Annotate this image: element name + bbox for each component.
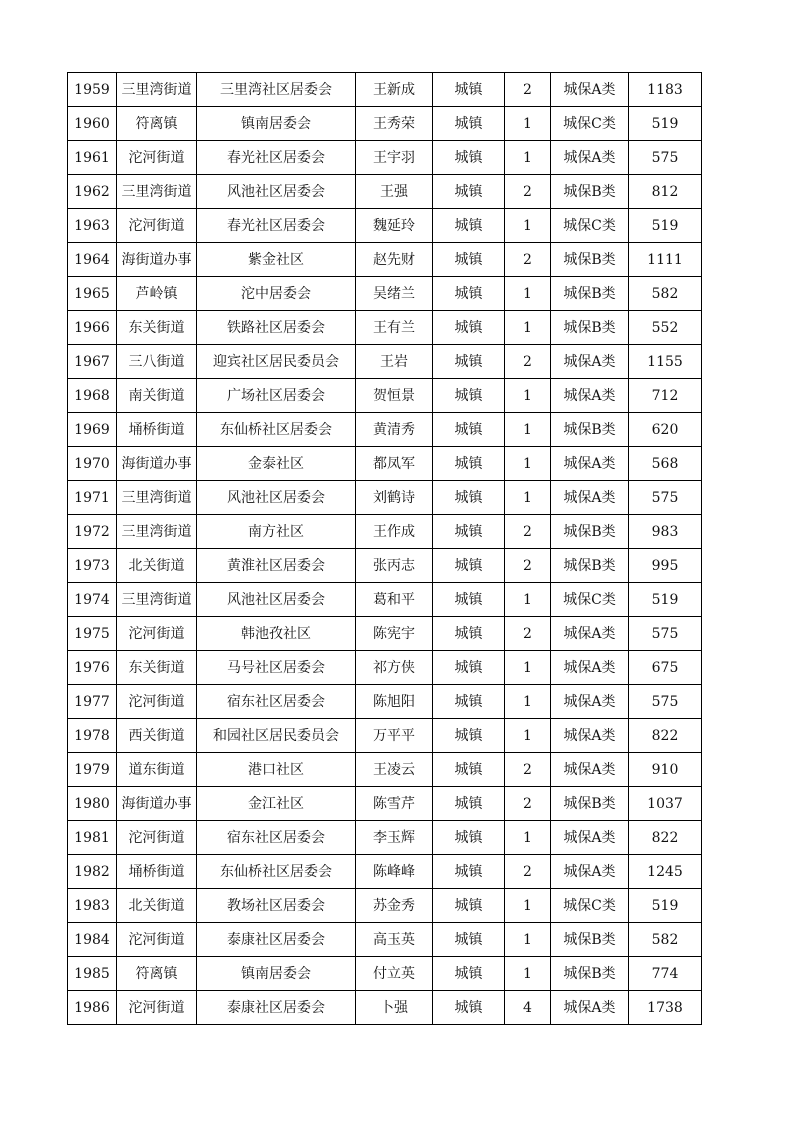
cell-serial-number: 1971 (68, 481, 117, 515)
cell-insurance-category: 城保B类 (551, 923, 629, 957)
cell-serial-number: 1983 (68, 889, 117, 923)
cell-insurance-category: 城保B类 (551, 787, 629, 821)
cell-serial-number: 1980 (68, 787, 117, 821)
cell-person-name: 陈宪宇 (356, 617, 433, 651)
cell-serial-number: 1979 (68, 753, 117, 787)
cell-household-size: 2 (505, 73, 551, 107)
cell-serial-number: 1966 (68, 311, 117, 345)
cell-street: 沱河街道 (117, 685, 197, 719)
cell-serial-number: 1974 (68, 583, 117, 617)
cell-community: 南方社区 (197, 515, 356, 549)
cell-street: 芦岭镇 (117, 277, 197, 311)
cell-household-size: 1 (505, 209, 551, 243)
table-row (68, 345, 702, 379)
cell-community: 紫金社区 (197, 243, 356, 277)
cell-serial-number: 1965 (68, 277, 117, 311)
cell-person-name: 王强 (356, 175, 433, 209)
cell-serial-number: 1969 (68, 413, 117, 447)
cell-amount: 519 (629, 107, 702, 141)
cell-household-size: 1 (505, 923, 551, 957)
cell-insurance-category: 城保A类 (551, 685, 629, 719)
cell-serial-number: 1964 (68, 243, 117, 277)
cell-insurance-category: 城保B类 (551, 175, 629, 209)
cell-serial-number: 1970 (68, 447, 117, 481)
cell-household-size: 1 (505, 379, 551, 413)
cell-person-name: 都凤军 (356, 447, 433, 481)
cell-community: 和园社区居民委员会 (197, 719, 356, 753)
cell-community: 三里湾社区居委会 (197, 73, 356, 107)
cell-person-name: 王宇羽 (356, 141, 433, 175)
cell-community: 铁路社区居委会 (197, 311, 356, 345)
cell-insurance-category: 城保A类 (551, 141, 629, 175)
cell-street: 埇桥街道 (117, 855, 197, 889)
cell-household-size: 1 (505, 141, 551, 175)
cell-amount: 822 (629, 821, 702, 855)
cell-area-type: 城镇 (433, 345, 505, 379)
table-row (68, 991, 702, 1025)
cell-household-size: 2 (505, 243, 551, 277)
cell-household-size: 1 (505, 413, 551, 447)
cell-amount: 812 (629, 175, 702, 209)
cell-insurance-category: 城保B类 (551, 311, 629, 345)
cell-insurance-category: 城保A类 (551, 617, 629, 651)
cell-amount: 568 (629, 447, 702, 481)
cell-area-type: 城镇 (433, 957, 505, 991)
cell-community: 金泰社区 (197, 447, 356, 481)
cell-serial-number: 1982 (68, 855, 117, 889)
cell-street: 沱河街道 (117, 617, 197, 651)
cell-amount: 1738 (629, 991, 702, 1025)
cell-household-size: 2 (505, 515, 551, 549)
cell-insurance-category: 城保A类 (551, 991, 629, 1025)
cell-person-name: 高玉英 (356, 923, 433, 957)
cell-person-name: 付立英 (356, 957, 433, 991)
cell-street: 三里湾街道 (117, 481, 197, 515)
cell-insurance-category: 城保A类 (551, 719, 629, 753)
cell-area-type: 城镇 (433, 447, 505, 481)
cell-area-type: 城镇 (433, 73, 505, 107)
cell-community: 宿东社区居委会 (197, 821, 356, 855)
roster-body (68, 73, 702, 1025)
cell-insurance-category: 城保B类 (551, 549, 629, 583)
cell-insurance-category: 城保A类 (551, 651, 629, 685)
cell-household-size: 1 (505, 957, 551, 991)
table-row (68, 549, 702, 583)
cell-amount: 774 (629, 957, 702, 991)
cell-area-type: 城镇 (433, 515, 505, 549)
cell-street: 符离镇 (117, 107, 197, 141)
cell-insurance-category: 城保C类 (551, 889, 629, 923)
cell-community: 风池社区居委会 (197, 481, 356, 515)
cell-street: 东关街道 (117, 311, 197, 345)
cell-person-name: 陈峰峰 (356, 855, 433, 889)
cell-street: 海街道办事 (117, 447, 197, 481)
cell-person-name: 张丙志 (356, 549, 433, 583)
cell-amount: 582 (629, 923, 702, 957)
cell-area-type: 城镇 (433, 413, 505, 447)
cell-household-size: 1 (505, 107, 551, 141)
cell-amount: 519 (629, 209, 702, 243)
cell-household-size: 1 (505, 583, 551, 617)
table-row (68, 379, 702, 413)
cell-area-type: 城镇 (433, 175, 505, 209)
table-row (68, 685, 702, 719)
cell-street: 海街道办事 (117, 787, 197, 821)
cell-community: 马号社区居委会 (197, 651, 356, 685)
cell-street: 西关街道 (117, 719, 197, 753)
cell-person-name: 李玉辉 (356, 821, 433, 855)
cell-area-type: 城镇 (433, 651, 505, 685)
cell-household-size: 1 (505, 821, 551, 855)
cell-person-name: 卜强 (356, 991, 433, 1025)
cell-area-type: 城镇 (433, 889, 505, 923)
cell-serial-number: 1967 (68, 345, 117, 379)
cell-household-size: 1 (505, 889, 551, 923)
cell-amount: 620 (629, 413, 702, 447)
cell-person-name: 陈旭阳 (356, 685, 433, 719)
cell-street: 北关街道 (117, 889, 197, 923)
cell-community: 东仙桥社区居委会 (197, 413, 356, 447)
cell-street: 南关街道 (117, 379, 197, 413)
cell-household-size: 1 (505, 719, 551, 753)
cell-serial-number: 1984 (68, 923, 117, 957)
cell-community: 春光社区居委会 (197, 141, 356, 175)
cell-household-size: 2 (505, 787, 551, 821)
cell-insurance-category: 城保B类 (551, 413, 629, 447)
cell-street: 符离镇 (117, 957, 197, 991)
cell-amount: 995 (629, 549, 702, 583)
cell-street: 沱河街道 (117, 923, 197, 957)
cell-area-type: 城镇 (433, 277, 505, 311)
table-row (68, 787, 702, 821)
cell-area-type: 城镇 (433, 107, 505, 141)
cell-person-name: 陈雪芹 (356, 787, 433, 821)
cell-insurance-category: 城保B类 (551, 277, 629, 311)
cell-person-name: 贺恒景 (356, 379, 433, 413)
cell-amount: 575 (629, 141, 702, 175)
cell-serial-number: 1962 (68, 175, 117, 209)
cell-amount: 910 (629, 753, 702, 787)
cell-serial-number: 1968 (68, 379, 117, 413)
cell-serial-number: 1959 (68, 73, 117, 107)
cell-amount: 575 (629, 617, 702, 651)
cell-amount: 575 (629, 685, 702, 719)
cell-area-type: 城镇 (433, 787, 505, 821)
cell-household-size: 1 (505, 311, 551, 345)
cell-person-name: 王新成 (356, 73, 433, 107)
cell-serial-number: 1972 (68, 515, 117, 549)
cell-person-name: 赵先财 (356, 243, 433, 277)
cell-area-type: 城镇 (433, 379, 505, 413)
cell-insurance-category: 城保B类 (551, 515, 629, 549)
cell-insurance-category: 城保A类 (551, 855, 629, 889)
cell-serial-number: 1973 (68, 549, 117, 583)
cell-household-size: 2 (505, 549, 551, 583)
cell-community: 春光社区居委会 (197, 209, 356, 243)
cell-area-type: 城镇 (433, 753, 505, 787)
cell-street: 三里湾街道 (117, 515, 197, 549)
cell-insurance-category: 城保A类 (551, 345, 629, 379)
cell-area-type: 城镇 (433, 617, 505, 651)
cell-household-size: 1 (505, 277, 551, 311)
table-row (68, 583, 702, 617)
cell-amount: 1183 (629, 73, 702, 107)
cell-community: 沱中居委会 (197, 277, 356, 311)
cell-street: 沱河街道 (117, 821, 197, 855)
cell-community: 迎宾社区居民委员会 (197, 345, 356, 379)
cell-street: 三里湾街道 (117, 583, 197, 617)
cell-amount: 575 (629, 481, 702, 515)
cell-person-name: 王秀荣 (356, 107, 433, 141)
table-row (68, 651, 702, 685)
cell-community: 港口社区 (197, 753, 356, 787)
cell-community: 宿东社区居委会 (197, 685, 356, 719)
cell-insurance-category: 城保C类 (551, 107, 629, 141)
cell-amount: 1037 (629, 787, 702, 821)
cell-street: 北关街道 (117, 549, 197, 583)
cell-area-type: 城镇 (433, 923, 505, 957)
cell-area-type: 城镇 (433, 719, 505, 753)
cell-street: 道东街道 (117, 753, 197, 787)
table-row (68, 923, 702, 957)
cell-serial-number: 1986 (68, 991, 117, 1025)
cell-community: 韩池孜社区 (197, 617, 356, 651)
table-row (68, 447, 702, 481)
cell-serial-number: 1960 (68, 107, 117, 141)
cell-insurance-category: 城保B类 (551, 957, 629, 991)
cell-area-type: 城镇 (433, 481, 505, 515)
cell-household-size: 1 (505, 651, 551, 685)
cell-street: 沱河街道 (117, 991, 197, 1025)
cell-household-size: 1 (505, 685, 551, 719)
cell-insurance-category: 城保B类 (551, 243, 629, 277)
table-row (68, 957, 702, 991)
cell-serial-number: 1981 (68, 821, 117, 855)
cell-amount: 1155 (629, 345, 702, 379)
cell-household-size: 1 (505, 447, 551, 481)
cell-area-type: 城镇 (433, 991, 505, 1025)
cell-amount: 983 (629, 515, 702, 549)
table-row (68, 753, 702, 787)
cell-person-name: 葛和平 (356, 583, 433, 617)
cell-insurance-category: 城保A类 (551, 447, 629, 481)
cell-area-type: 城镇 (433, 311, 505, 345)
cell-amount: 822 (629, 719, 702, 753)
cell-insurance-category: 城保A类 (551, 481, 629, 515)
cell-serial-number: 1961 (68, 141, 117, 175)
table-row (68, 141, 702, 175)
cell-area-type: 城镇 (433, 209, 505, 243)
cell-community: 金江社区 (197, 787, 356, 821)
cell-person-name: 王作成 (356, 515, 433, 549)
cell-serial-number: 1976 (68, 651, 117, 685)
cell-household-size: 1 (505, 481, 551, 515)
cell-street: 三里湾街道 (117, 175, 197, 209)
table-row (68, 413, 702, 447)
cell-insurance-category: 城保A类 (551, 753, 629, 787)
cell-person-name: 万平平 (356, 719, 433, 753)
cell-community: 镇南居委会 (197, 107, 356, 141)
cell-area-type: 城镇 (433, 685, 505, 719)
table-row (68, 243, 702, 277)
cell-street: 东关街道 (117, 651, 197, 685)
table-row (68, 719, 702, 753)
cell-community: 镇南居委会 (197, 957, 356, 991)
table-row (68, 73, 702, 107)
cell-area-type: 城镇 (433, 855, 505, 889)
table-row (68, 515, 702, 549)
cell-person-name: 王有兰 (356, 311, 433, 345)
table-row (68, 855, 702, 889)
cell-area-type: 城镇 (433, 583, 505, 617)
cell-amount: 519 (629, 583, 702, 617)
cell-person-name: 王凌云 (356, 753, 433, 787)
cell-street: 海街道办事 (117, 243, 197, 277)
cell-amount: 712 (629, 379, 702, 413)
cell-person-name: 祁方侠 (356, 651, 433, 685)
cell-household-size: 2 (505, 855, 551, 889)
cell-insurance-category: 城保C类 (551, 583, 629, 617)
roster-table (67, 72, 702, 1025)
cell-community: 风池社区居委会 (197, 175, 356, 209)
cell-amount: 552 (629, 311, 702, 345)
cell-community: 黄淮社区居委会 (197, 549, 356, 583)
cell-insurance-category: 城保A类 (551, 379, 629, 413)
table-row (68, 481, 702, 515)
table-row (68, 107, 702, 141)
cell-serial-number: 1975 (68, 617, 117, 651)
cell-amount: 1245 (629, 855, 702, 889)
cell-area-type: 城镇 (433, 243, 505, 277)
cell-community: 泰康社区居委会 (197, 991, 356, 1025)
cell-amount: 675 (629, 651, 702, 685)
cell-person-name: 苏金秀 (356, 889, 433, 923)
table-row (68, 889, 702, 923)
cell-amount: 519 (629, 889, 702, 923)
cell-amount: 1111 (629, 243, 702, 277)
cell-serial-number: 1977 (68, 685, 117, 719)
cell-person-name: 吴绪兰 (356, 277, 433, 311)
cell-household-size: 2 (505, 617, 551, 651)
table-row (68, 209, 702, 243)
cell-street: 沱河街道 (117, 141, 197, 175)
cell-household-size: 4 (505, 991, 551, 1025)
cell-person-name: 王岩 (356, 345, 433, 379)
cell-person-name: 刘鹤诗 (356, 481, 433, 515)
cell-person-name: 黄清秀 (356, 413, 433, 447)
cell-community: 泰康社区居委会 (197, 923, 356, 957)
cell-area-type: 城镇 (433, 141, 505, 175)
table-row (68, 821, 702, 855)
cell-community: 东仙桥社区居委会 (197, 855, 356, 889)
cell-person-name: 魏延玲 (356, 209, 433, 243)
cell-area-type: 城镇 (433, 549, 505, 583)
table-row (68, 277, 702, 311)
cell-insurance-category: 城保A类 (551, 821, 629, 855)
cell-street: 三里湾街道 (117, 73, 197, 107)
cell-insurance-category: 城保C类 (551, 209, 629, 243)
cell-household-size: 2 (505, 175, 551, 209)
cell-serial-number: 1963 (68, 209, 117, 243)
cell-insurance-category: 城保A类 (551, 73, 629, 107)
cell-amount: 582 (629, 277, 702, 311)
cell-community: 风池社区居委会 (197, 583, 356, 617)
cell-serial-number: 1978 (68, 719, 117, 753)
cell-serial-number: 1985 (68, 957, 117, 991)
cell-street: 埇桥街道 (117, 413, 197, 447)
cell-street: 三八街道 (117, 345, 197, 379)
table-row (68, 617, 702, 651)
cell-area-type: 城镇 (433, 821, 505, 855)
cell-community: 教场社区居委会 (197, 889, 356, 923)
cell-community: 广场社区居委会 (197, 379, 356, 413)
cell-household-size: 2 (505, 753, 551, 787)
cell-street: 沱河街道 (117, 209, 197, 243)
table-row (68, 311, 702, 345)
table-row (68, 175, 702, 209)
cell-household-size: 2 (505, 345, 551, 379)
